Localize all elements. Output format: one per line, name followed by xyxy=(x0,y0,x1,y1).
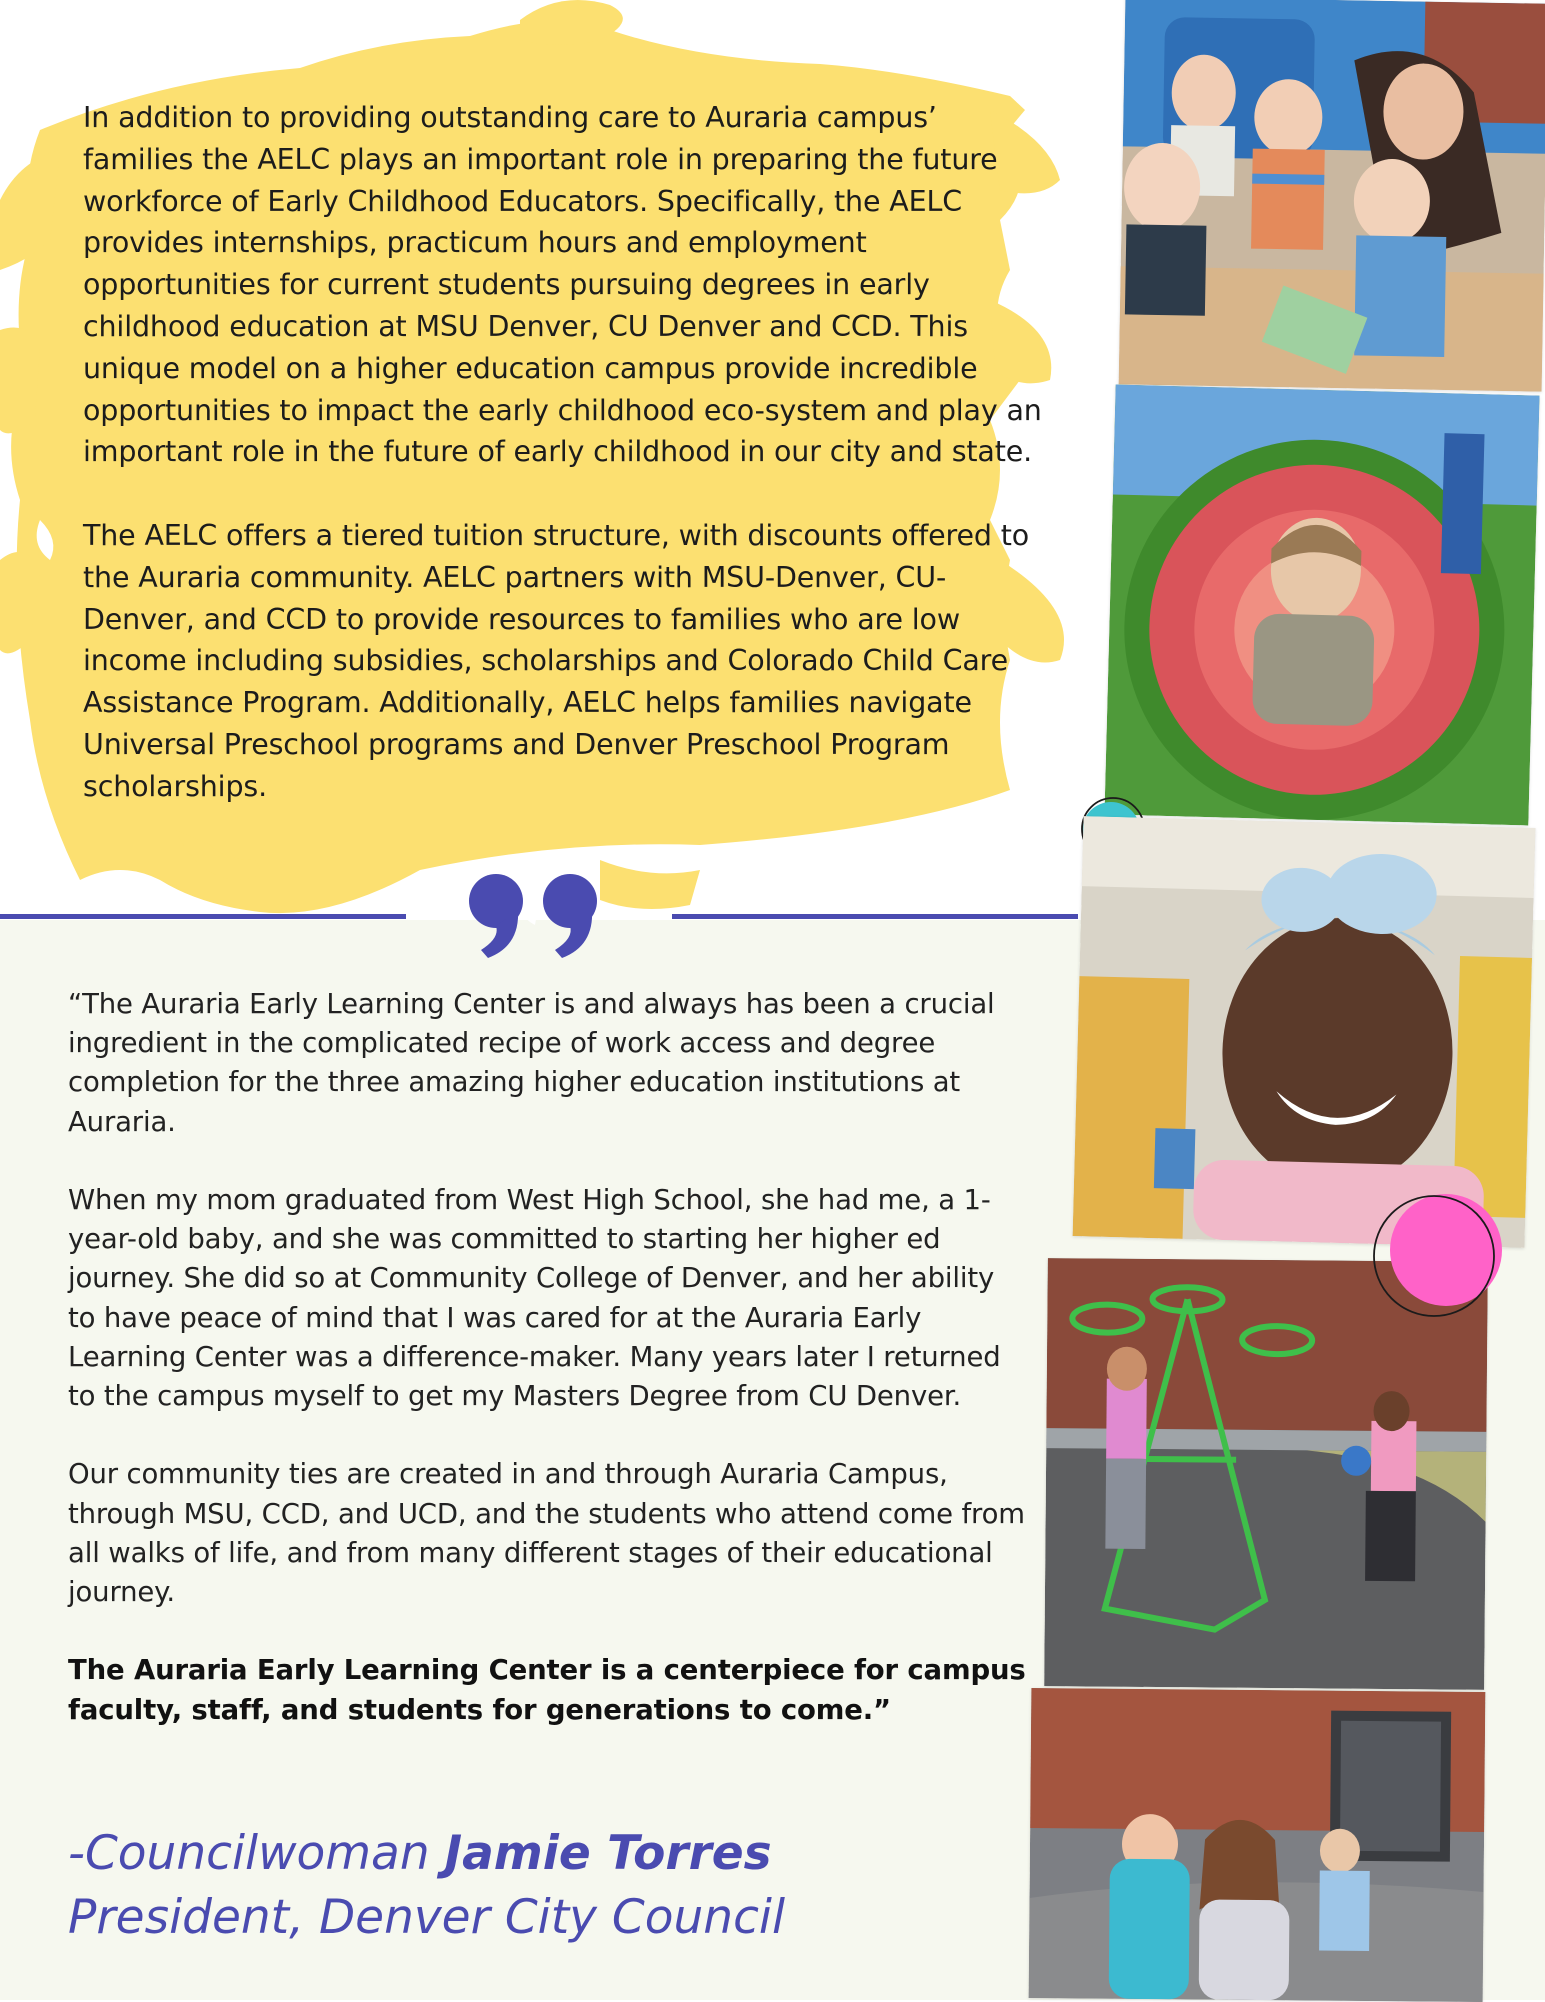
attribution-name: Jamie Torres xyxy=(444,1826,772,1881)
photo-child-in-play-tunnel xyxy=(1104,385,1539,826)
quote-paragraph-3: Our community ties are created in and through Auraria Campus, through MSU, CCD, and UCD, and the students who attend come from all walks of life, and from many different stages of their educational journey. xyxy=(68,1458,1025,1609)
divider-left xyxy=(0,914,406,919)
attribution xyxy=(68,1822,1028,1950)
quote-mark-icon xyxy=(466,874,616,960)
quote-paragraph-1: “The Auraria Early Learning Center is and always has been a crucial ingredient in the complicated recipe of work access and degree completion for the three amazing higher education institutions at Auraria. xyxy=(68,988,995,1138)
attribution-line-1 xyxy=(68,1822,1028,1886)
photo-children-basketball xyxy=(1044,1258,1488,1690)
divider-right xyxy=(672,914,1078,919)
intro-text xyxy=(83,97,1043,808)
intro-paragraph-1: In addition to providing outstanding care to Auraria campus’ families the AELC plays an important role in preparing the future workforce of Early Childhood Educators. Specifically, the AELC provides internships, practicum hours and employment opportunities for current students pursuing degrees in early childhood education at MSU Denver, CU Denver and CCD. This unique model on a higher education campus provide incredible opportunities to impact the early childhood eco-system and play an important role in the future of early childhood in our city and state. xyxy=(83,101,1042,469)
attribution-prefix: -Councilwoman xyxy=(68,1826,445,1881)
attribution-title: President, Denver City Council xyxy=(68,1890,786,1945)
quote-closing: The Auraria Early Learning Center is a centerpiece for campus faculty, staff, and students for generations to come.” xyxy=(68,1654,1026,1726)
photo-toddlers-with-teacher xyxy=(1119,0,1545,392)
photo-smiling-girl xyxy=(1073,816,1536,1248)
pink-circle-decoration xyxy=(1370,1190,1510,1320)
quote-paragraph-2: When my mom graduated from West High School, she had me, a 1-year-old baby, and she was committed to starting her higher ed journey. She did so at Community College of Denver, and her ability to have peace of mind that I was cared for at the Auraria Early Learning Center was a difference-maker. Many years later I returned to the campus myself to get my Masters Degree from CU Denver. xyxy=(68,1184,1001,1413)
intro-paragraph-2: The AELC offers a tiered tuition structure, with discounts offered to the Auraria community. AELC partners with MSU-Denver, CU-Denver, and CCD to provide resources to families who are low income including subsidies, scholarships and Colorado Child Care Assistance Program. Additionally, AELC helps families navigate Universal Preschool programs and Denver Preschool Program scholarships. xyxy=(83,518,1030,803)
photo-children-running xyxy=(1029,1688,1486,2002)
testimonial-quote xyxy=(68,985,1028,1730)
